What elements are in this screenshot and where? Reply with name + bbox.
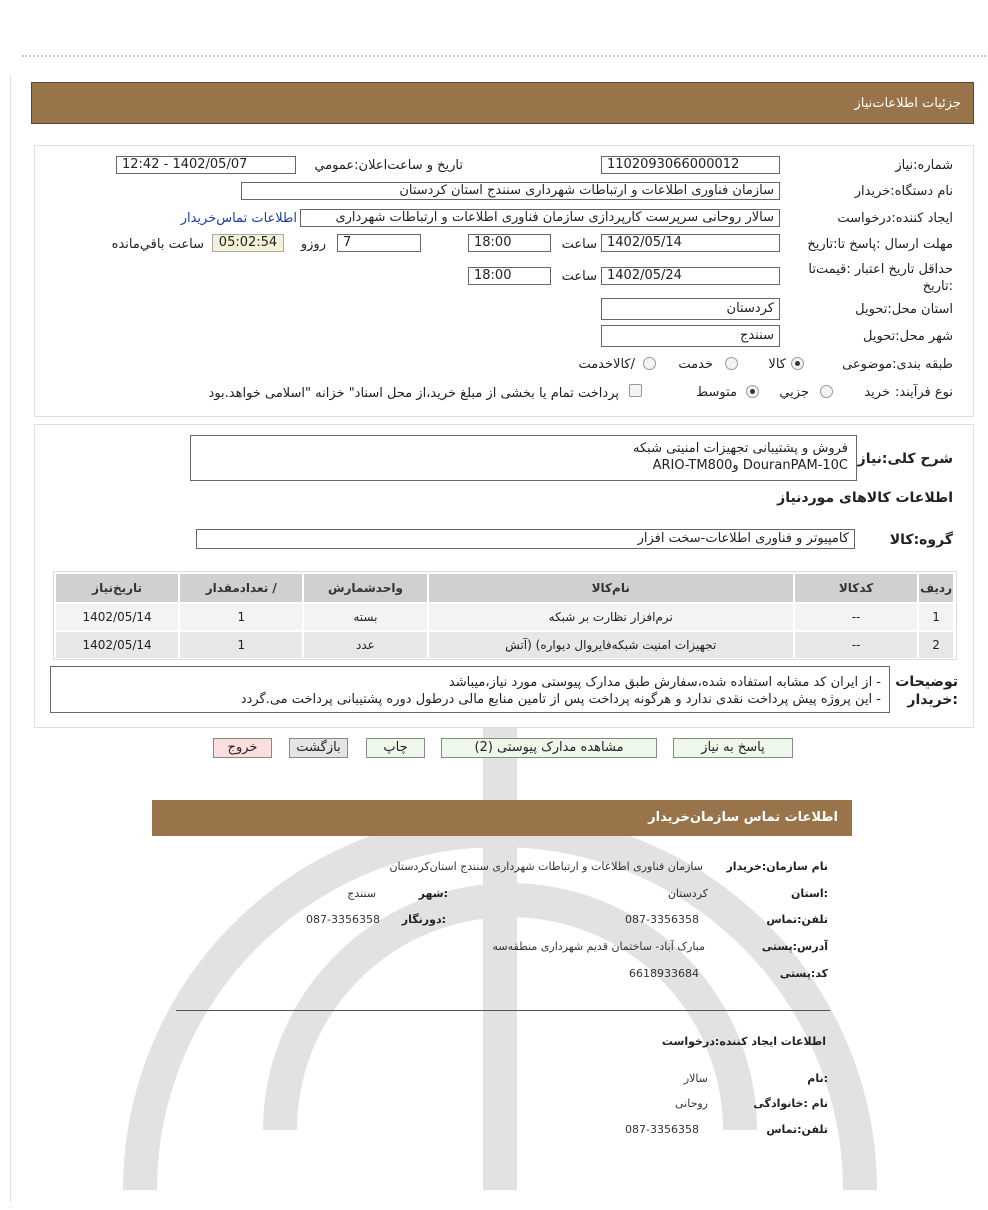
first-name-label: :نام [807,1072,828,1085]
cell-qty: 1 [180,604,302,630]
deadline-label: مهلت ارسال :پاسخ تا:تاریخ [807,237,953,252]
days-label: روزو [300,237,326,252]
process-minor-radio[interactable] [820,385,833,398]
col-code: کدکالا [795,574,917,602]
contact-city-label: :شهر [418,887,448,900]
goods-group-label: گروه:کالا [889,532,953,548]
category-service-label: خدمت [678,357,713,372]
back-button[interactable]: بازگشت [289,738,348,758]
last-name-label: نام :خانوادگی [753,1097,828,1110]
col-name: نام‌کالا [429,574,793,602]
announce-field: 1402/05/07 - 12:42 [116,156,296,174]
cell-code: -- [795,604,917,630]
items-table [54,572,955,660]
deadline-date-field: 1402/05/14 [601,234,780,252]
buyer-contact-header [152,800,852,836]
announce-label: تاریخ و ساعت‌اعلان:عمومي [314,158,463,173]
cell-name: نرم‌افزار نظارت بر شبکه [429,604,793,630]
table-row [56,604,953,630]
remaining-time: 05:02:54 [212,234,284,252]
category-goods-radio[interactable] [791,357,804,370]
process-medium-label: متوسط [696,385,737,400]
treasury-payment-note: پرداخت تمام یا بخشی از مبلغ خرید،از محل اسناد" خزانه "اسلامی خواهد.بود [208,386,619,401]
buyer-notes-label-line-1: توضیحات [895,674,958,690]
category-service-radio[interactable] [725,357,738,370]
page-title: جزئیات اطلاعات‌نیاز [854,96,961,111]
last-name-value: روحانی [674,1097,708,1110]
category-goods-service-label: /کالاخدمت [578,357,635,372]
need-number-label: شماره:نیاز [895,158,953,173]
cell-date: 1402/05/14 [56,604,178,630]
cell-code: -- [795,632,917,658]
description-label: شرح کلی:نیاز [857,451,953,467]
city-field: سنندج [601,325,780,347]
creator-info-title: اطلاعات ایجاد کننده:درخواست [661,1035,826,1048]
creator-label: ایجاد کننده:درخواست [837,211,953,226]
creator-field: سالار روحانی سرپرست کارپردازی سازمان فناوری اطلاعات و ارتباطات شهرداری [300,209,780,227]
buyer-note-1: - از ایران کد مشابه استفاده شده،سفارش طبق مدارک پیوستی مورد نیاز،میباشد [448,675,881,690]
contact-phone-label: تلفن:تماس [766,913,828,926]
remaining-label: ساعت باقي‌مانده [111,237,204,252]
fax-value: 087-3356358 [306,913,380,926]
contact-province-label: :استان [791,887,828,900]
description-box [190,435,857,481]
goods-info-title: اطلاعات کالاهای مورد‌نیاز [777,490,953,506]
creator-phone-label: تلفن:تماس [766,1123,828,1136]
province-field: کردستان [601,298,780,320]
postal-code-label: کد:پستی [779,967,828,980]
left-border [10,75,11,1202]
fax-label: :دورنگار [401,913,446,926]
address-label: آدرس:پستی [761,940,828,953]
deadline-time-label: ساعت [561,237,597,252]
need-number-field: 1102093066000012 [601,156,780,174]
cell-row: 2 [919,632,953,658]
cell-qty: 1 [180,632,302,658]
contact-city-value: سنندج [347,887,376,900]
attachments-button[interactable]: مشاهده مدارک پیوستی (2) [441,738,657,758]
cell-unit: بسته [304,604,426,630]
days-field: 7 [337,234,421,252]
process-label: نوع فرآیند: [895,385,953,400]
category-goods-label: کالا [768,357,786,372]
city-label: شهر محل:تحویل [863,329,953,344]
description-line-1: فروش و پشتیبانی تجهیزات امنیتی شبکه [633,441,848,456]
cell-unit: عدد [304,632,426,658]
cell-row: 1 [919,604,953,630]
reply-button[interactable]: پاسخ به نیاز [673,738,793,758]
table-row [56,632,953,658]
org-label: نام سازمان:خریدار [726,860,828,873]
deadline-time-field: 18:00 [468,234,551,252]
contact-phone-value: 087-3356358 [625,913,699,926]
postal-code-value: 6618933684 [629,967,699,980]
org-value: سازمان فناوری اطلاعات و ارتباطات شهرداری سنندج استان‌کردستان [389,860,703,873]
validity-date-field: 1402/05/24 [601,267,780,285]
process-minor-label: جزیي [779,385,809,400]
goods-group-field: کامپیوتر و فناوری اطلاعات-سخت افزار [196,529,855,549]
buyer-contact-link[interactable]: اطلاعات تماس‌خریدار [180,211,297,226]
buyer-notes-label-line-2: :خریدار [907,692,958,708]
buyer-note-2: - این پروژه پیش پرداخت نقدی ندارد و هرگونه پرداخت پس از تامین منابع مالی درطول دوره پشتیبانی پرداخت می.گردد [240,692,881,707]
process-medium-radio[interactable] [746,385,759,398]
cell-name: تجهیزات امنیت شبکه‌فایروال دیواره) (آتش [429,632,793,658]
contact-divider [176,1010,830,1011]
buyer-notes-box [50,666,890,713]
buyer-notes-label [895,673,958,709]
address-value: مبارک آباد- ساختمان قدیم شهرداری منطقه‌سه [492,940,705,953]
contact-province-value: کردستان [667,887,708,900]
buyer-label: نام دستگاه:خریدار [854,184,953,199]
process-purchase-label: خرید [864,385,890,400]
col-row: ردیف [919,574,953,602]
top-divider [22,55,986,57]
exit-button[interactable]: خروج [213,738,272,758]
print-button[interactable]: چاپ [366,738,425,758]
province-label: استان محل:تحویل [855,302,953,317]
details-header-bar [31,82,974,124]
col-unit: واحدشمارش [304,574,426,602]
validity-label: حداقل تاریخ اعتبار :قیمت‌تا :تاریخ [808,262,953,294]
description-line-2: DouranPAM-10C وARIO-TM800 [652,458,848,473]
validity-time-field: 18:00 [468,267,551,285]
treasury-payment-checkbox[interactable] [629,384,642,397]
buyer-contact-title: اطلاعات تماس سازمان‌خریدار [648,810,838,825]
cell-date: 1402/05/14 [56,632,178,658]
col-qty: / تعدادمقدار [180,574,302,602]
category-label: طبقه بندی:موضوعی [842,357,953,372]
category-goods-service-radio[interactable] [643,357,656,370]
first-name-value: سالار [683,1072,708,1085]
creator-phone-value: 087-3356358 [625,1123,699,1136]
buyer-field: سازمان فناوری اطلاعات و ارتباطات شهرداری سنندج استان کردستان [241,182,780,200]
validity-time-label: ساعت [561,269,597,284]
col-date: تاریخ‌نیاز [56,574,178,602]
